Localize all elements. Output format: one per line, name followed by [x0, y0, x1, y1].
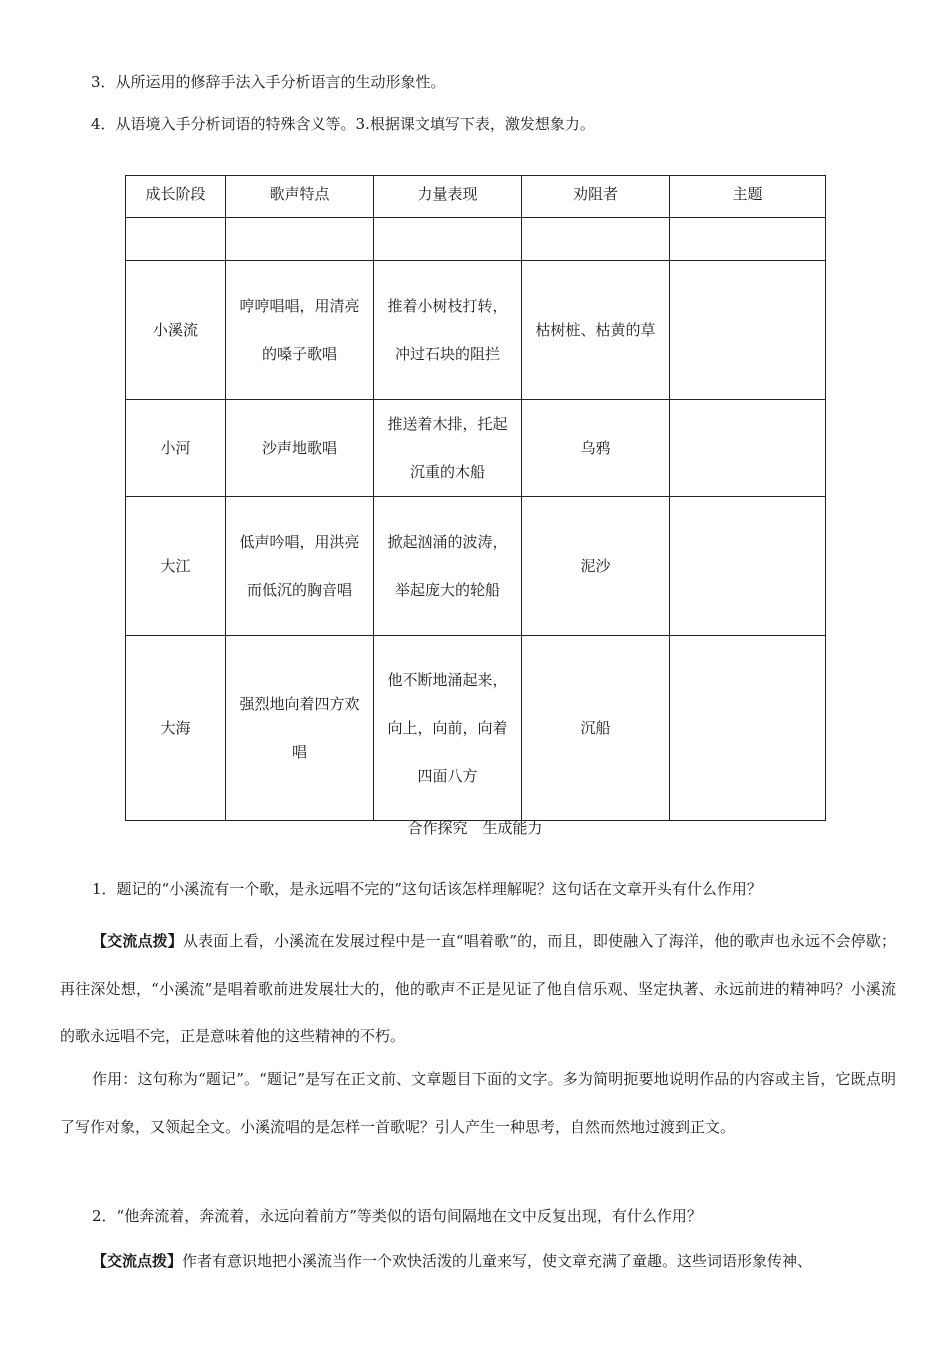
answer-text: 从表面上看，小溪流在发展过程中是一直“唱着歌”的，而且，即使融入了海洋，他的歌声也永远不会停歇；再往深处想，“小溪流”是唱着歌前进发展壮大的，他的歌声不正是见证了他自信乐观、坚定执著、永远前进的精神吗？小溪流的歌永远唱不完，正是意味着他的这些精神的不朽。 [60, 932, 896, 1045]
table-cell: 哼哼唱唱，用清亮的嗓子歌唱 [226, 261, 374, 400]
header-cell: 歌声特点 [226, 176, 374, 218]
table-cell: 小河 [126, 400, 226, 497]
table-row [126, 636, 826, 821]
table-row [126, 261, 826, 400]
table-cell: 推送着木排，托起沉重的木船 [374, 400, 522, 497]
section-title: 合作探究 生成能力 [407, 819, 543, 837]
table-cell: 乌鸦 [522, 400, 670, 497]
table-cell: 小溪流 [126, 261, 226, 400]
table-cell [670, 261, 826, 400]
table-row [126, 400, 826, 497]
table-cell: 大海 [126, 636, 226, 821]
table-row [126, 497, 826, 636]
table-cell: 大江 [126, 497, 226, 636]
header-cell: 成长阶段 [126, 176, 226, 218]
table-cell [522, 218, 670, 261]
table-cell: 推着小树枝打转，冲过石块的阻拦 [374, 261, 522, 400]
table-cell: 掀起汹涌的波涛，举起庞大的轮船 [374, 497, 522, 636]
table-cell: 沙声地歌唱 [226, 400, 374, 497]
table-cell: 强烈地向着四方欢唱 [226, 636, 374, 821]
table-cell [670, 636, 826, 821]
question-1: 1．题记的“小溪流有一个歌，是永远唱不完的”这句话该怎样理解呢？这句话在文章开头有什么作用？ [92, 880, 762, 898]
table-cell [226, 218, 374, 261]
growth-table [125, 175, 826, 821]
answer-text: 作者有意识地把小溪流当作一个欢快活泼的儿童来写，使文章充满了童趣。这些词语形象传神、 [182, 1252, 813, 1270]
point-4: 4．从语境入手分析词语的特殊含义等。3.根据课文填写下表，激发想象力。 [91, 115, 595, 133]
answer-1 [60, 918, 896, 1061]
table-row [126, 218, 826, 261]
table-cell: 泥沙 [522, 497, 670, 636]
answer-tag: 【交流点拨】 [92, 1252, 183, 1270]
table-cell [670, 400, 826, 497]
table-cell: 枯树桩、枯黄的草 [522, 261, 670, 400]
table-cell: 沉船 [522, 636, 670, 821]
table-cell: 低声吟唱，用洪亮而低沉的胸音唱 [226, 497, 374, 636]
header-cell: 力量表现 [374, 176, 522, 218]
table-cell [670, 218, 826, 261]
question-2: 2．“他奔流着，奔流着，永远向着前方”等类似的语句间隔地在文中反复出现，有什么作用？ [92, 1207, 702, 1225]
answer-tag: 【交流点拨】 [92, 932, 183, 950]
effect-paragraph: 作用：这句称为“题记”。“题记”是写在正文前、文章题目下面的文字。多为简明扼要地说明作品的内容或主旨，它既点明了写作对象，又领起全文。小溪流唱的是怎样一首歌呢？引人产生一种思考，自然而然地过渡到正文。 [60, 1070, 896, 1136]
table-header-row [126, 176, 826, 218]
header-cell: 劝阻者 [522, 176, 670, 218]
answer-2 [60, 1238, 896, 1286]
table-cell: 他不断地涌起来，向上，向前，向着四面八方 [374, 636, 522, 821]
header-cell: 主题 [670, 176, 826, 218]
table-cell [670, 497, 826, 636]
point-3: 3．从所运用的修辞手法入手分析语言的生动形象性。 [91, 73, 446, 91]
table-cell [374, 218, 522, 261]
table-cell [126, 218, 226, 261]
